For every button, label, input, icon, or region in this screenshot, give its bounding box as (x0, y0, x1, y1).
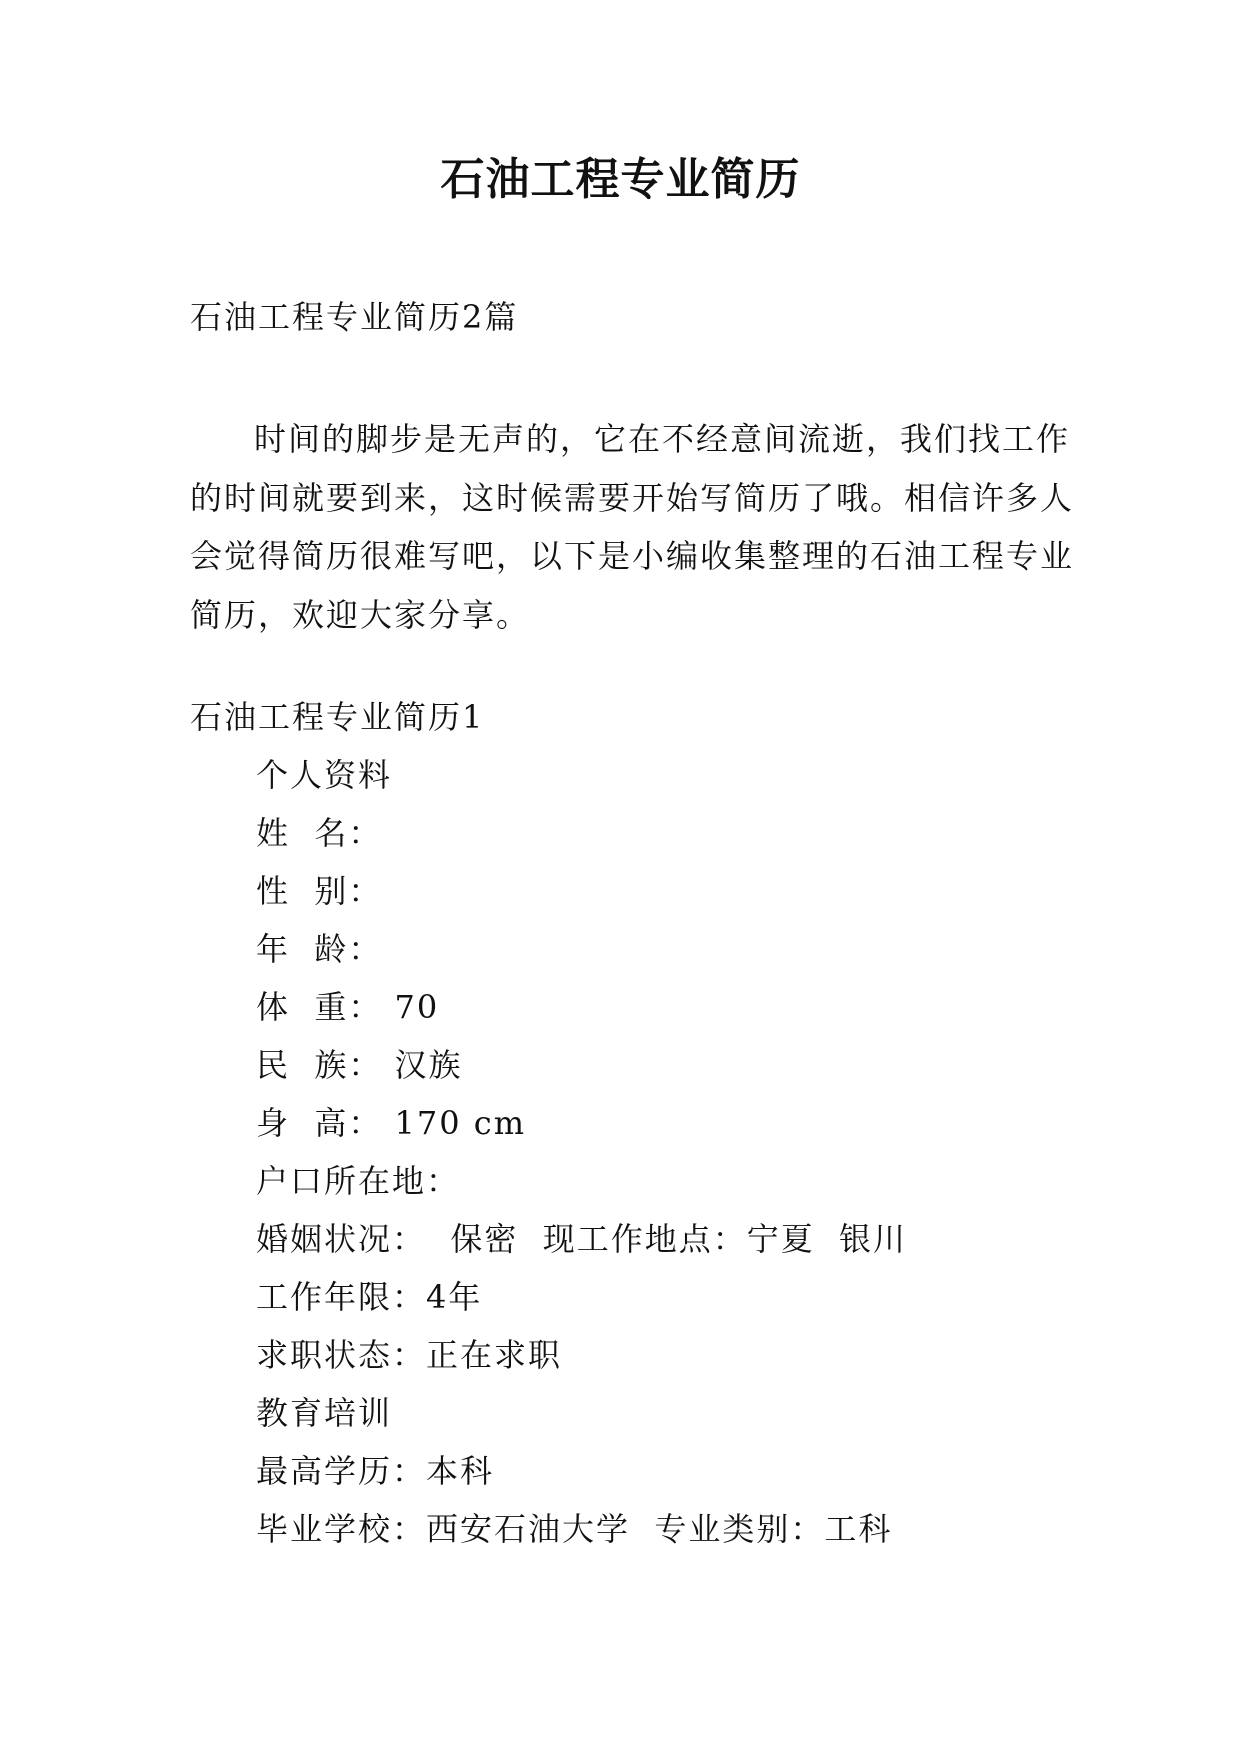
field-ethnicity: 民 族： 汉族 (256, 1046, 463, 1084)
field-personal-info: 个人资料 (256, 756, 393, 794)
field-work-years: 工作年限：4年 (256, 1278, 483, 1316)
intro-line: 会觉得简历很难写吧，以下是小编收集整理的石油工程专业 (190, 537, 1075, 575)
field-hukou: 户口所在地： (256, 1162, 461, 1200)
intro-line: 简历，欢迎大家分享。 (190, 595, 531, 634)
field-weight: 体 重： 70 (256, 988, 440, 1026)
document-title: 石油工程专业简历 (440, 154, 801, 205)
field-highest-degree: 最高学历：本科 (256, 1452, 495, 1490)
intro-line: 的时间就要到来，这时候需要开始写简历了哦。相信许多人 (190, 478, 1075, 517)
field-marital-location: 婚姻状况： 保密 现工作地点：宁夏 银川 (256, 1220, 908, 1258)
field-height: 身 高： 170 cm (256, 1104, 527, 1142)
field-gender: 性 别： (256, 872, 383, 910)
document-subtitle: 石油工程专业简历2篇 (190, 298, 519, 336)
field-education-heading: 教育培训 (256, 1394, 393, 1432)
intro-paragraph (190, 410, 1075, 644)
field-job-status: 求职状态：正在求职 (256, 1336, 563, 1374)
field-name: 姓 名： (256, 814, 383, 852)
intro-line: 时间的脚步是无声的，它在不经意间流逝，我们找工作 (254, 420, 1071, 458)
field-age: 年 龄： (256, 930, 383, 968)
section-heading: 石油工程专业简历1 (190, 698, 485, 736)
field-school-major: 毕业学校：西安石油大学 专业类别：工科 (256, 1510, 893, 1548)
